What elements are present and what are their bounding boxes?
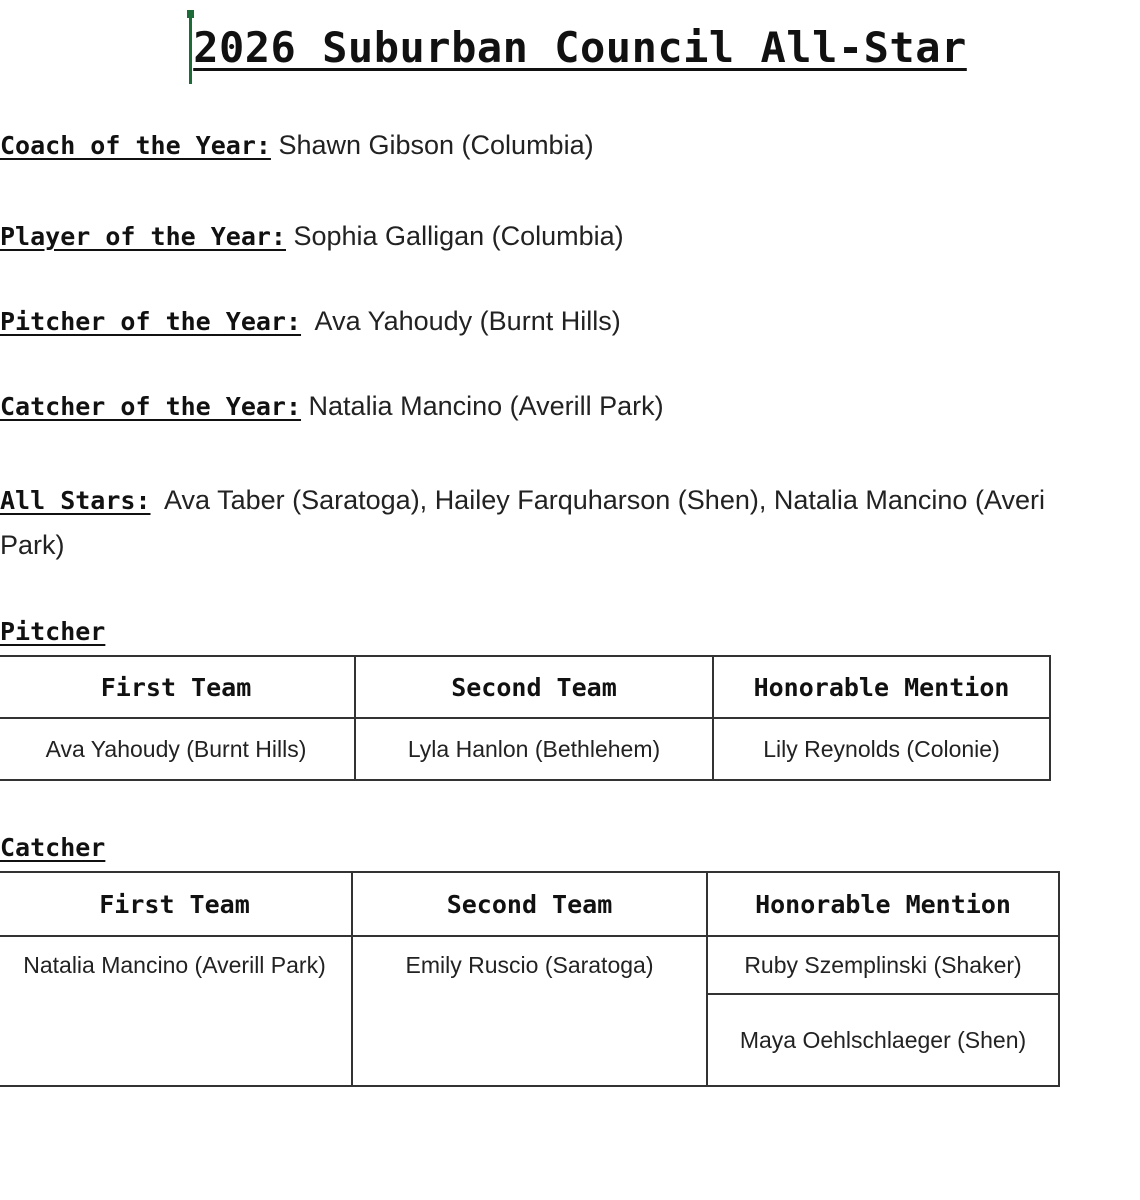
all-stars-names: Ava Taber (Saratoga), Hailey Farquharson (Shen), Natalia Mancino (Averi (150, 485, 1045, 515)
header-honorable-mention: Honorable Mention (707, 872, 1059, 936)
pitcher-table (0, 655, 1051, 781)
award-value: Shawn Gibson (Columbia) (270, 130, 594, 160)
award-label: Coach of the Year: (0, 131, 271, 160)
cell-second-team: Lyla Hanlon (Bethlehem) (355, 718, 713, 780)
cell-second-team: Emily Ruscio (Saratoga) (352, 936, 707, 1086)
text-cursor-icon (189, 10, 192, 84)
award-coach-of-the-year (0, 128, 594, 163)
catcher-table (0, 871, 1060, 1087)
award-value: Ava Yahoudy (Burnt Hills) (301, 306, 621, 336)
cell-honorable-mention: Lily Reynolds (Colonie) (713, 718, 1050, 780)
document-title-text: 2026 Suburban Council All-Star (193, 23, 967, 72)
header-first-team: First Team (0, 656, 355, 718)
document-title (193, 20, 967, 76)
all-stars-line-1 (0, 478, 1140, 523)
table-header-row (0, 656, 1050, 718)
cell-honorable-mention-1: Ruby Szemplinski (Shaker) (707, 936, 1059, 994)
award-pitcher-of-the-year (0, 304, 621, 339)
header-second-team: Second Team (352, 872, 707, 936)
award-player-of-the-year (0, 219, 624, 254)
cell-first-team: Ava Yahoudy (Burnt Hills) (0, 718, 355, 780)
award-value: Natalia Mancino (Averill Park) (301, 391, 664, 421)
cell-honorable-mention-2: Maya Oehlschlaeger (Shen) (707, 994, 1059, 1086)
title-container (0, 20, 1140, 76)
header-honorable-mention: Honorable Mention (713, 656, 1050, 718)
all-stars-line-2: Park) (0, 530, 65, 560)
award-label: Pitcher of the Year: (0, 307, 302, 336)
award-catcher-of-the-year (0, 389, 664, 424)
all-stars-label: All Stars: (0, 486, 151, 515)
table-row (0, 718, 1050, 780)
catcher-heading: Catcher (0, 833, 106, 862)
pitcher-heading: Pitcher (0, 617, 106, 646)
cell-first-team: Natalia Mancino (Averill Park) (0, 936, 352, 1086)
table-header-row (0, 872, 1059, 936)
award-label: Player of the Year: (0, 222, 286, 251)
header-second-team: Second Team (355, 656, 713, 718)
award-value: Sophia Galligan (Columbia) (285, 221, 624, 251)
header-first-team: First Team (0, 872, 352, 936)
award-label: Catcher of the Year: (0, 392, 302, 421)
all-stars-list (0, 478, 1140, 562)
table-row (0, 936, 1059, 994)
